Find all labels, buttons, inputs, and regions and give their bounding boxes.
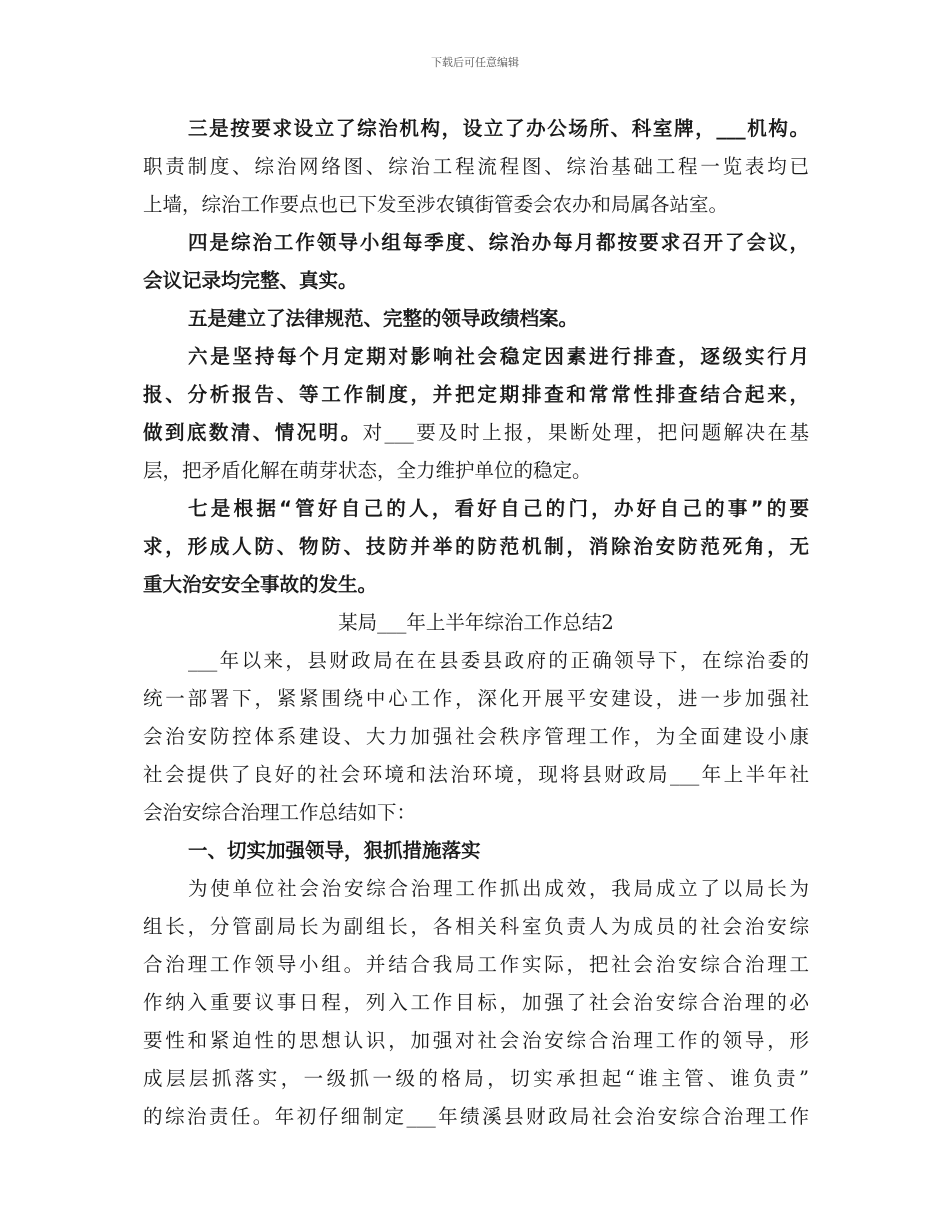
text-line: [143, 452, 809, 490]
bold-text: 重大治安安全事故的发生。: [143, 573, 378, 596]
body-text: 组长，分管副局长为副组长，各相关科室负责人为成员的社会治安综: [143, 915, 809, 938]
text-line: [143, 110, 809, 148]
body-text: 职责制度、综治网络图、综治工程流程图、综治基础工程一览表均已: [143, 155, 809, 178]
text-line: [143, 870, 809, 908]
document-body: [143, 110, 809, 1136]
text-line: [143, 680, 809, 718]
body-text: 上墙，综治工作要点也已下发至涉农镇街管委会农办和局属各站室。: [143, 193, 729, 216]
text-line: [143, 794, 809, 832]
text-line: [143, 984, 809, 1022]
body-text: 会治安综合治理工作总结如下：: [143, 801, 417, 824]
body-text: 合治理工作领导小组。并结合我局工作实际，把社会治安综合治理工: [143, 953, 809, 976]
text-line: [143, 490, 809, 528]
text-line: [143, 908, 809, 946]
text-line: [143, 566, 809, 604]
bold-text: 六是坚持每个月定期对影响社会稳定因素进行排查，逐级实行月: [188, 345, 809, 368]
text-line: [143, 1098, 809, 1136]
bold-text: 七是根据“管好自己的人，看好自己的门，办好自己的事”的要: [188, 497, 809, 520]
text-line: [143, 1022, 809, 1060]
bold-text: 做到底数清、情况明。: [143, 421, 363, 444]
text-line: [143, 338, 809, 376]
text-line: [143, 414, 809, 452]
body-text: 对___要及时上报，果断处理，把问题解决在基: [362, 421, 809, 444]
body-text: 社会提供了良好的社会环境和法治环境，现将县财政局___年上半年社: [143, 763, 809, 786]
body-text: 会治安防控体系建设、大力加强社会秩序管理工作，为全面建设小康: [143, 725, 809, 748]
bold-text: 一、切实加强领导，狠抓措施落实: [188, 839, 481, 862]
body-text: 的综治责任。年初仔细制定___年绩溪县财政局社会治安综合治理工作: [143, 1105, 809, 1128]
body-text: 为使单位社会治安综合治理工作抓出成效，我局成立了以局长为: [188, 877, 809, 900]
body-text: 要性和紧迫性的思想认识，加强对社会治安综合治理工作的领导，形: [143, 1029, 809, 1052]
text-line: [143, 946, 809, 984]
text-line: [143, 262, 809, 300]
body-text: 作纳入重要议事日程，列入工作目标，加强了社会治安综合治理的必: [143, 991, 809, 1014]
text-line: [143, 756, 809, 794]
bold-text: 五是建立了法律规范、完整的领导政绩档案。: [188, 307, 579, 330]
bold-text: 报、分析报告、等工作制度，并把定期排查和常常性排查结合起来，: [143, 383, 809, 406]
text-line: [143, 186, 809, 224]
text-line: [143, 528, 809, 566]
text-line: [143, 718, 809, 756]
text-line: [143, 1060, 809, 1098]
text-line: [143, 300, 809, 338]
body-text: 统一部署下，紧紧围绕中心工作，深化开展平安建设，进一步加强社: [143, 687, 809, 710]
bold-text: 三是按要求设立了综治机构，设立了办公场所、科室牌，___机构。: [188, 117, 809, 140]
bold-text: 求，形成人防、物防、技防并举的防范机制，消除治安防范死角，无: [143, 535, 809, 558]
body-text: ___年以来，县财政局在在县委县政府的正确领导下，在综治委的: [188, 649, 809, 672]
section-title: [143, 604, 809, 642]
text-line: [143, 224, 809, 262]
body-text: 成层层抓落实，一级抓一级的格局，切实承担起“谁主管、谁负责”: [143, 1067, 809, 1090]
bold-text: 会议记录均完整、真实。: [143, 269, 358, 292]
text-line: [143, 832, 809, 870]
text-line: [143, 642, 809, 680]
bold-text: 四是综治工作领导小组每季度、综治办每月都按要求召开了会议，: [188, 231, 809, 254]
body-text: 层，把矛盾化解在萌芽状态，全力维护单位的稳定。: [143, 459, 592, 482]
text-line: [143, 148, 809, 186]
page-header: 下载后可任意编辑: [431, 56, 519, 69]
text-line: [143, 376, 809, 414]
body-text: 某局___年上半年综治工作总结2: [338, 611, 614, 634]
